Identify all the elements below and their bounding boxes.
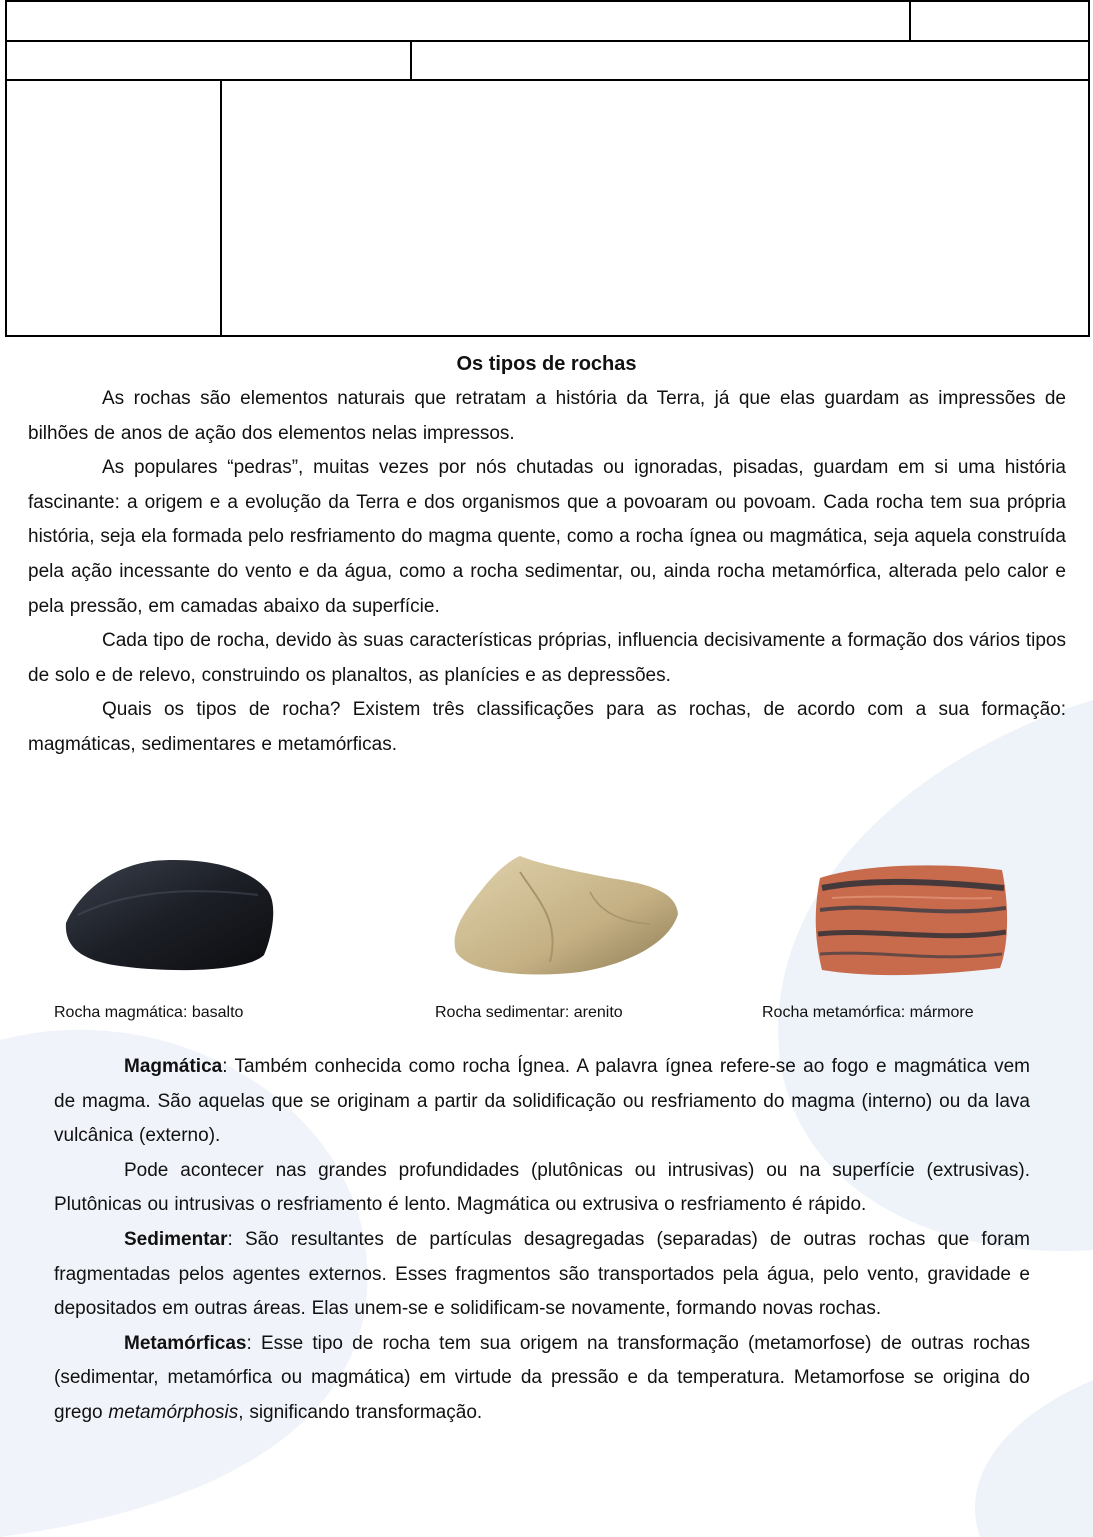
header-cell-name[interactable] (5, 0, 911, 42)
sedimentar-text: : São resultantes de partículas desagregadas (separadas) de outras rochas que foram fragmentadas pelos agentes externos. Esses fragmentos são transportados pela água, pelo vento, gravidade e depositados em outras áreas. Elas unem-se e solidificam-se novamente, formando novas rochas. (54, 1228, 1030, 1320)
intro-text (28, 382, 1066, 763)
header-cell-number[interactable] (909, 0, 1090, 42)
magmatica-paragraph-2: Pode acontecer nas grandes profundidades (plutônicas ou intrusivas) ou na superfície (extrusivas). Plutônicas ou intrusivas o resfriamento é lento. Magmática ou extrusiva o resfriamento é rápido. (54, 1159, 1030, 1216)
header-cell-teacher[interactable] (5, 40, 412, 81)
metamorficas-italic: metamórphosis (108, 1401, 239, 1423)
intro-paragraph-2: As populares “pedras”, muitas vezes por nós chutadas ou ignoradas, pisadas, guardam em si uma história fascinante: a origem e a evolução da Terra e dos organismos que a povoaram ou povoam. Cada rocha tem sua própria história, seja ela formada pelo resfriamento do magma quente, como a rocha ígnea ou magmática, seja aquela construída pela ação incessante do vento e da água, como a rocha sedimentar, ou, ainda rocha metamórfica, alterada pelo calor e pela pressão, em camadas abaixo da superfície. (28, 457, 1066, 617)
caption-basalt: Rocha magmática: basalto (54, 1004, 244, 1021)
intro-paragraph-1: As rochas são elementos naturais que retratam a história da Terra, já que elas guardam as impressões de bilhões de anos de ação dos elementos nelas impressos. (28, 388, 1066, 444)
metamorficas-paragraph (54, 1327, 1030, 1431)
caption-marble: Rocha metamórfica: mármore (762, 1004, 974, 1021)
metamorficas-term: Metamórficas (124, 1332, 247, 1354)
magmatica-paragraph (54, 1050, 1030, 1154)
magmatica-term: Magmática (124, 1056, 223, 1077)
marble-rock-photo (812, 858, 1012, 978)
intro-paragraph-4: Quais os tipos de rocha? Existem três classificações para as rochas, de acordo com a sua formação: magmáticas, sedimentares e metamórficas. (28, 699, 1066, 755)
sedimentar-term: Sedimentar (124, 1228, 228, 1250)
intro-paragraph-3: Cada tipo de rocha, devido às suas características próprias, influencia decisivamente a formação dos vários tipos de solo e de relevo, construindo os planaltos, as planícies e as depressões. (28, 630, 1066, 686)
sedimentar-paragraph (54, 1223, 1030, 1327)
header-form-grid (5, 0, 1090, 337)
header-cell-right-block[interactable] (220, 79, 1090, 337)
rock-types-text (54, 1050, 1030, 1431)
metamorficas-text-a: : Esse tipo de rocha tem sua origem na transformação (metamorfose) de outras rochas (sedimentar, metamórfica ou magmática) em virtude da pressão e da temperatura. Metamorfose se origina do grego (54, 1332, 1030, 1423)
header-cell-left-block[interactable] (5, 79, 222, 337)
header-cell-school[interactable] (410, 40, 1090, 81)
page-title: Os tipos de rochas (456, 353, 637, 375)
sandstone-rock-photo (450, 852, 682, 982)
basalt-rock-photo (58, 855, 280, 975)
caption-sandstone: Rocha sedimentar: arenito (435, 1004, 623, 1021)
magmatica-text: : Também conhecida como rocha Ígnea. A palavra ígnea refere-se ao fogo e magmática vem de magma. São aquelas que se originam a partir da solidificação ou resfriamento do magma (interno) ou da lava vulcânica (externo). (54, 1056, 1030, 1147)
metamorficas-text-b: , significando transformação. (238, 1401, 483, 1423)
